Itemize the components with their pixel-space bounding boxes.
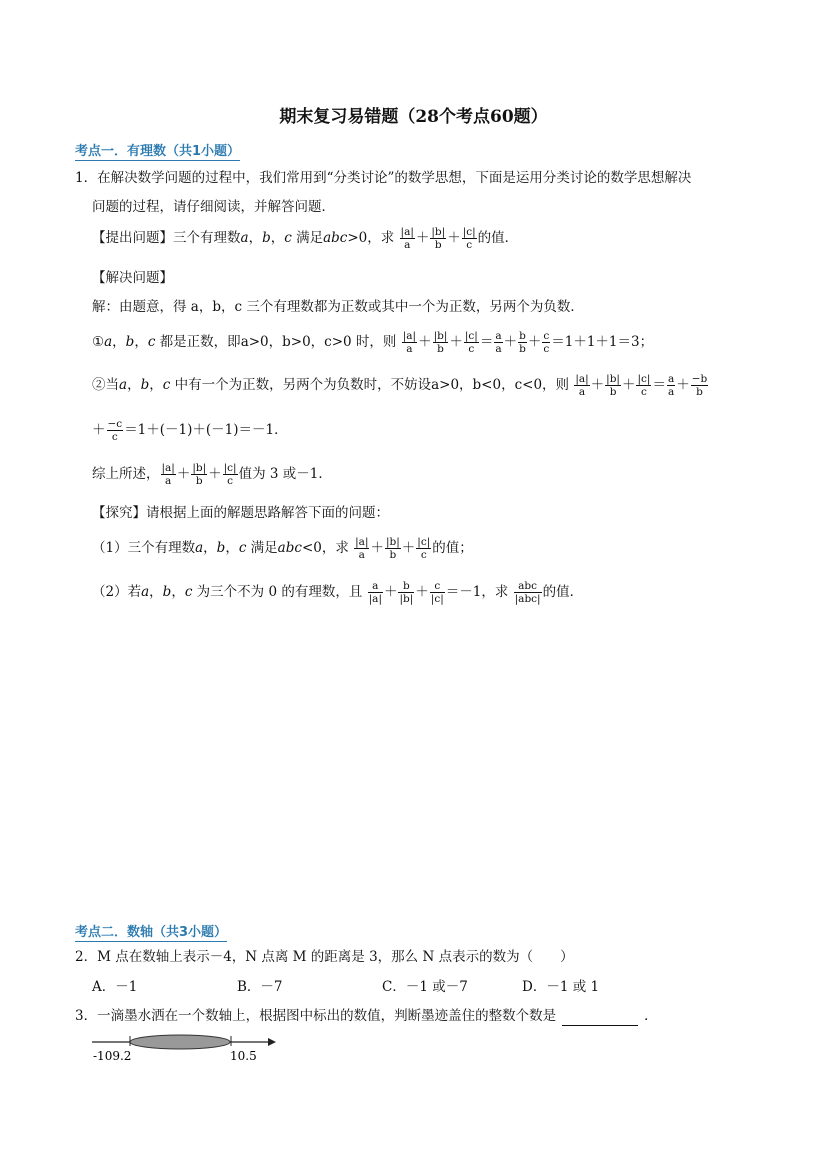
ink-number-line-figure bbox=[90, 1030, 290, 1066]
q1-explore-head: 【探究】请根据上面的解题思路解答下面的问题： bbox=[92, 505, 389, 521]
ink-blot bbox=[130, 1035, 230, 1049]
q1-line2: 问题的过程，请仔细阅读，并解答问题． bbox=[92, 199, 335, 215]
q3-stem: 3．一滴墨水洒在一个数轴上，根据图中标出的数值，判断墨迹盖住的整数个数是 ． bbox=[75, 1008, 658, 1024]
q1-case1: ①a，b，c 都是正数，即a>0，b>0，c>0 时，则 $\frac{|a|}{a}$ ＋ $\frac{|b|}{b}$ ＋ $\frac{|c|}{c}$ ＝ $\frac{a}{a}$ ＋ $\frac{b}{b}$ ＋ $\frac{c}{c}$ ＝1＋1＋1＝3； bbox=[92, 330, 654, 355]
axis-arrow-icon bbox=[268, 1038, 276, 1046]
q2-option-c[interactable]: C．－1 或－7 bbox=[382, 979, 468, 995]
q2-option-a[interactable]: A．－1 bbox=[92, 979, 138, 995]
q2-stem: 2．M 点在数轴上表示－4，N 点离 M 的距离是 3，那么 N 点表示的数为（ ） bbox=[75, 949, 574, 965]
right-value-label: 10.5 bbox=[230, 1049, 257, 1063]
q1-solve-intro: 解：由题意，得 a，b，c 三个有理数都为正数或其中一个为正数，另两个为负数． bbox=[92, 299, 584, 315]
left-value-label: -109.2 bbox=[93, 1049, 132, 1063]
section-heading-rational-numbers: 考点一．有理数（共1小题） bbox=[75, 140, 240, 161]
q1-solve-head: 【解决问题】 bbox=[92, 270, 173, 286]
q2-option-b[interactable]: B．－7 bbox=[237, 979, 283, 995]
q1-line1: 1．在解决数学问题的过程中，我们常用到“分类讨论”的数学思想，下面是运用分类讨论的数学思想解决 bbox=[75, 170, 692, 186]
section-heading-number-line: 考点二．数轴（共3小题） bbox=[75, 921, 227, 942]
q1-case2-line1: ②当a，b，c 中有一个为正数，另两个为负数时，不妨设a>0，b<0，c<0，则 $\frac{|a|}{a}$ ＋ $\frac{|b|}{b}$ ＋ $\frac{|c|}{c}$ ＝ $\frac{a}{a}$ ＋ $\frac{-b}{b}$ bbox=[92, 373, 708, 398]
q1-case2-line2: ＋ $\frac{-c}{c}$ ＝1＋(－1)＋(－1)＝－1． bbox=[92, 418, 288, 443]
page-title: 期末复习易错题（28个考点60题） bbox=[279, 107, 548, 127]
q1-ask: 【提出问题】三个有理数a，b，c 满足abc>0，求 $\frac{|a|}{a}$ ＋ $\frac{|b|}{b}$ ＋ $\frac{|c|}{c}$ 的值． bbox=[92, 226, 519, 251]
q1-sub1: （1）三个有理数a，b，c 满足abc<0，求 $\frac{|a|}{a}$ ＋ $\frac{|b|}{b}$ ＋ $\frac{|c|}{c}$ 的值； bbox=[92, 536, 473, 561]
q1-summary: 综上所述， $\frac{|a|}{a}$ ＋ $\frac{|b|}{b}$ ＋ $\frac{|c|}{c}$ 值为 3 或－1． bbox=[92, 462, 332, 487]
q3-answer-blank[interactable] bbox=[562, 1011, 638, 1026]
q2-option-d[interactable]: D．－1 或 1 bbox=[522, 979, 600, 995]
q1-sub2: （2）若a，b，c 为三个不为 0 的有理数，且 $\frac{a}{|a|}$ ＋ $\frac{b}{|b|}$ ＋ $\frac{c}{|c|}$ ＝－1，求 $\frac{\text{abc}}{\text{|abc|}}$ 的值． bbox=[92, 580, 584, 605]
